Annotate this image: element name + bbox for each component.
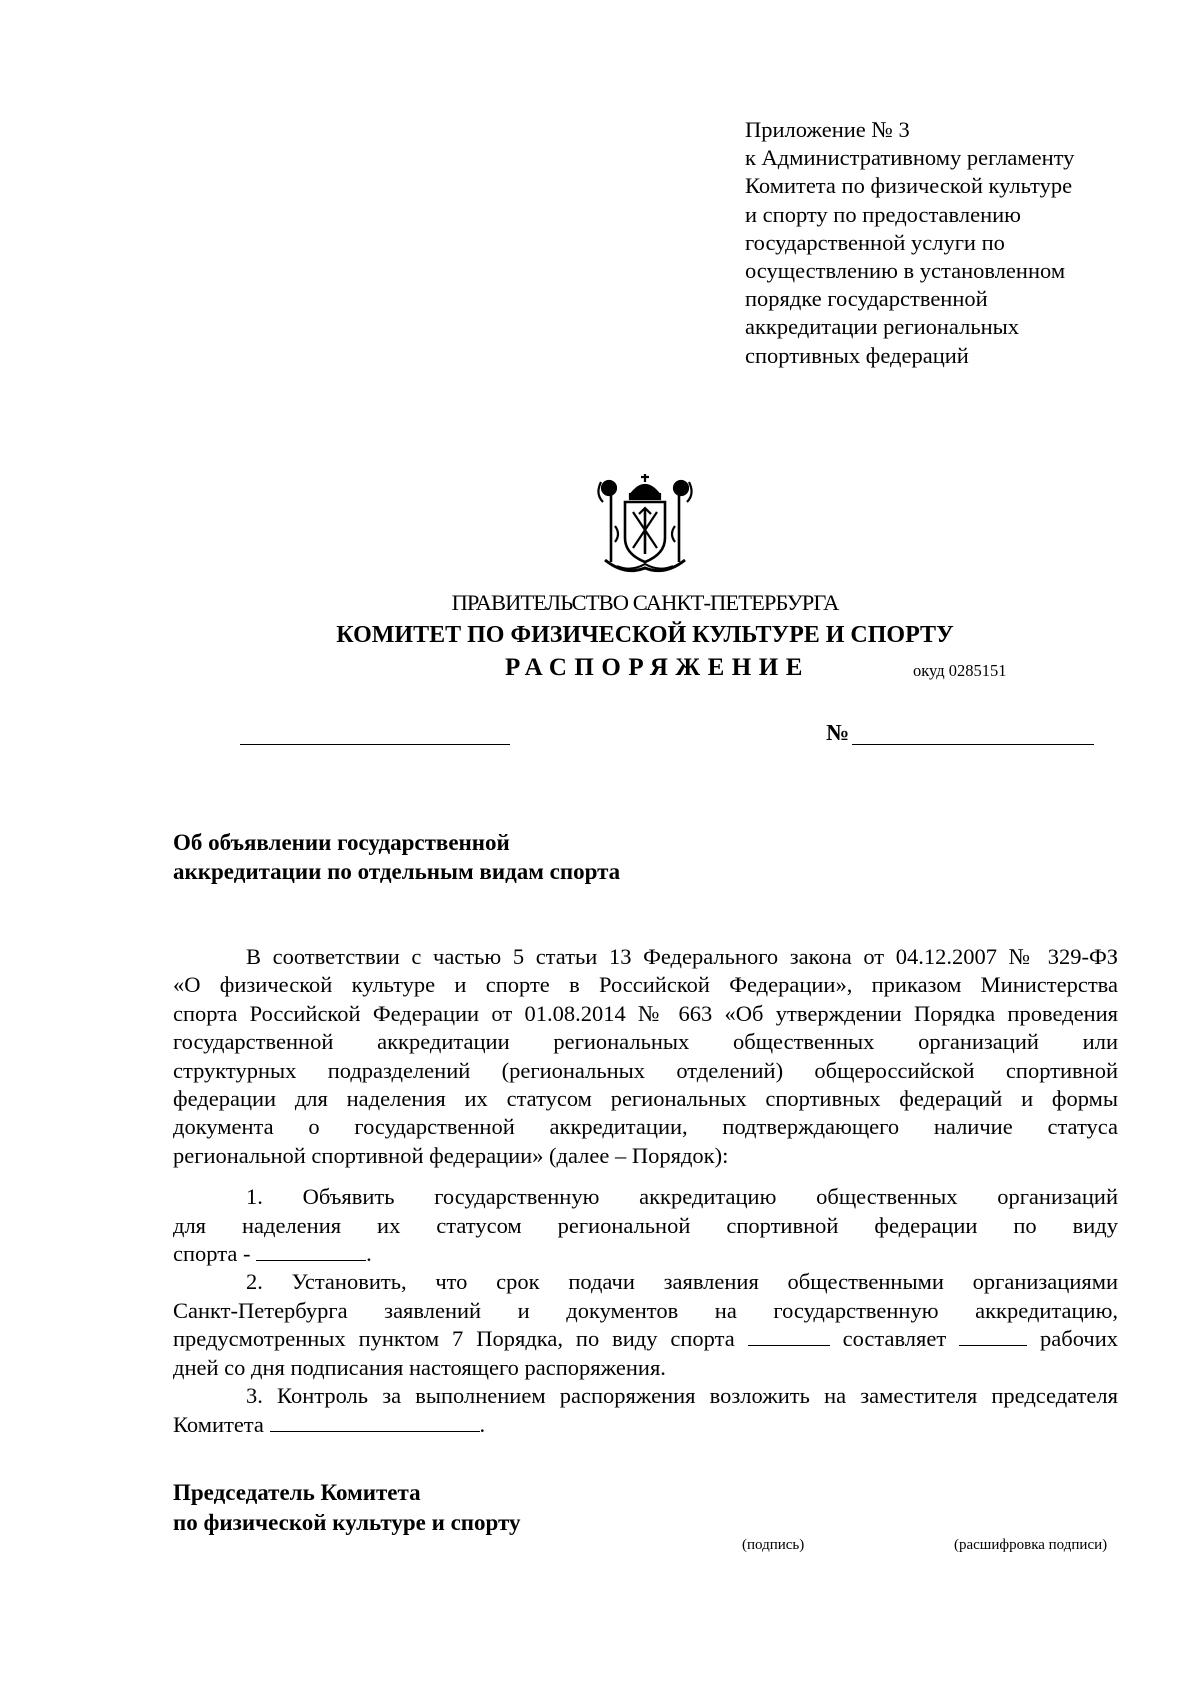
number-blank-line [852,744,1094,745]
okud-code: окуд 0285151 [913,661,1007,680]
sport-blank-field [256,1242,366,1261]
preamble-line: спорта Российской Федерации от 01.08.2014 № 663 «Об утверждении Порядка проведения [173,1000,1118,1026]
preamble-line: «О физической культуре и спорте в Российской Федерации», приказом Министерства [173,972,1118,998]
item-1-period: . [366,1241,372,1267]
order-body [173,943,1118,1439]
item-2-paragraph [173,1268,1118,1382]
preamble-line: государственной аккредитации региональных общественных организаций или [173,1029,1118,1055]
preamble-paragraph [173,943,1118,1170]
appendix-line: порядке государственной [745,286,988,312]
signature-decode-caption: (расшифровка подписи) [954,1537,1108,1553]
chairman-title: Председатель Комитета [173,1480,421,1505]
item-1-sport-label: спорта - [173,1241,251,1267]
item-2-text-c: рабочих [1040,1326,1118,1352]
order-subject [173,828,620,886]
item-2-line: Санкт-Петербурга заявлений и документов на государственную аккредитацию, [173,1297,1118,1323]
preamble-line: структурных подразделений (региональных отделений) общероссийской спортивной [173,1057,1118,1083]
item-2-line: 2. Установить, что срок подачи заявления общественными организациями [246,1269,1118,1295]
item-3-period: . [479,1411,486,1437]
item-1-line: для наделения их статусом региональной спортивной федерации по виду [173,1212,1118,1238]
number-sign: № [826,720,850,745]
sport-type-blank-field [748,1327,830,1346]
item-2-line-3 [173,1325,1118,1353]
item-1-line: 1. Объявить государственную аккредитацию общественных организаций [246,1184,1118,1210]
subject-line: аккредитации по отдельным видам спорта [173,859,621,884]
preamble-line: В соответствии с частью 5 статьи 13 Федерального закона от 04.12.2007 № 329-ФЗ [246,944,1118,969]
item-3-line-2 [173,1411,1118,1439]
appendix-line: аккредитации региональных [745,314,1019,340]
appendix-line: и спорту по предоставлению [745,201,1021,227]
item-1-paragraph [173,1183,1118,1268]
item-2-line: дней со дня подписания настоящего распоряжения. [173,1354,666,1380]
item-3-line: 3. Контроль за выполнением распоряжения возложить на заместителя председателя [246,1383,1118,1409]
item-2-text-b: составляет [842,1326,947,1352]
appendix-line: Комитета по физической культуре [745,173,1073,199]
order-title: РАСПОРЯЖЕНИЕ [505,654,810,681]
item-3-paragraph [173,1382,1118,1439]
appendix-block [745,116,1165,370]
appendix-line: осуществлению в установленном [745,258,1066,284]
days-blank-field [959,1327,1027,1346]
committee-name: КОМИТЕТ ПО ФИЗИЧЕСКОЙ КУЛЬТУРЕ И СПОРТУ [336,622,954,648]
signature-caption: (подпись) [742,1537,805,1553]
item-1-line-3 [173,1240,1118,1268]
preamble-line: региональной спортивной федерации» (далее – Порядок): [173,1142,729,1168]
appendix-line: государственной услуги по [745,229,1005,255]
preamble-line: федерации для наделения их статусом региональных спортивных федераций и формы [173,1086,1118,1112]
chairman-block [173,1478,521,1538]
chairman-title: по физической культуре и спорту [173,1510,521,1535]
deputy-blank-field [270,1413,480,1432]
date-blank-line [240,744,510,745]
appendix-line: спортивных федераций [745,342,969,368]
preamble-line: документа о государственной аккредитации, подтверждающего наличие статуса [173,1114,1118,1140]
appendix-line: Приложение № 3 [745,117,910,142]
government-name: ПРАВИТЕЛЬСТВО САНКТ-ПЕТЕРБУРГА [451,590,839,615]
coat-of-arms-emblem [595,472,695,580]
item-2-text-a: предусмотренных пунктом 7 Порядка, по виду спорта [173,1326,735,1352]
subject-line: Об объявлении государственной [173,830,510,855]
item-3-committee-label: Комитета [173,1411,264,1437]
appendix-line: к Административному регламенту [745,145,1075,171]
